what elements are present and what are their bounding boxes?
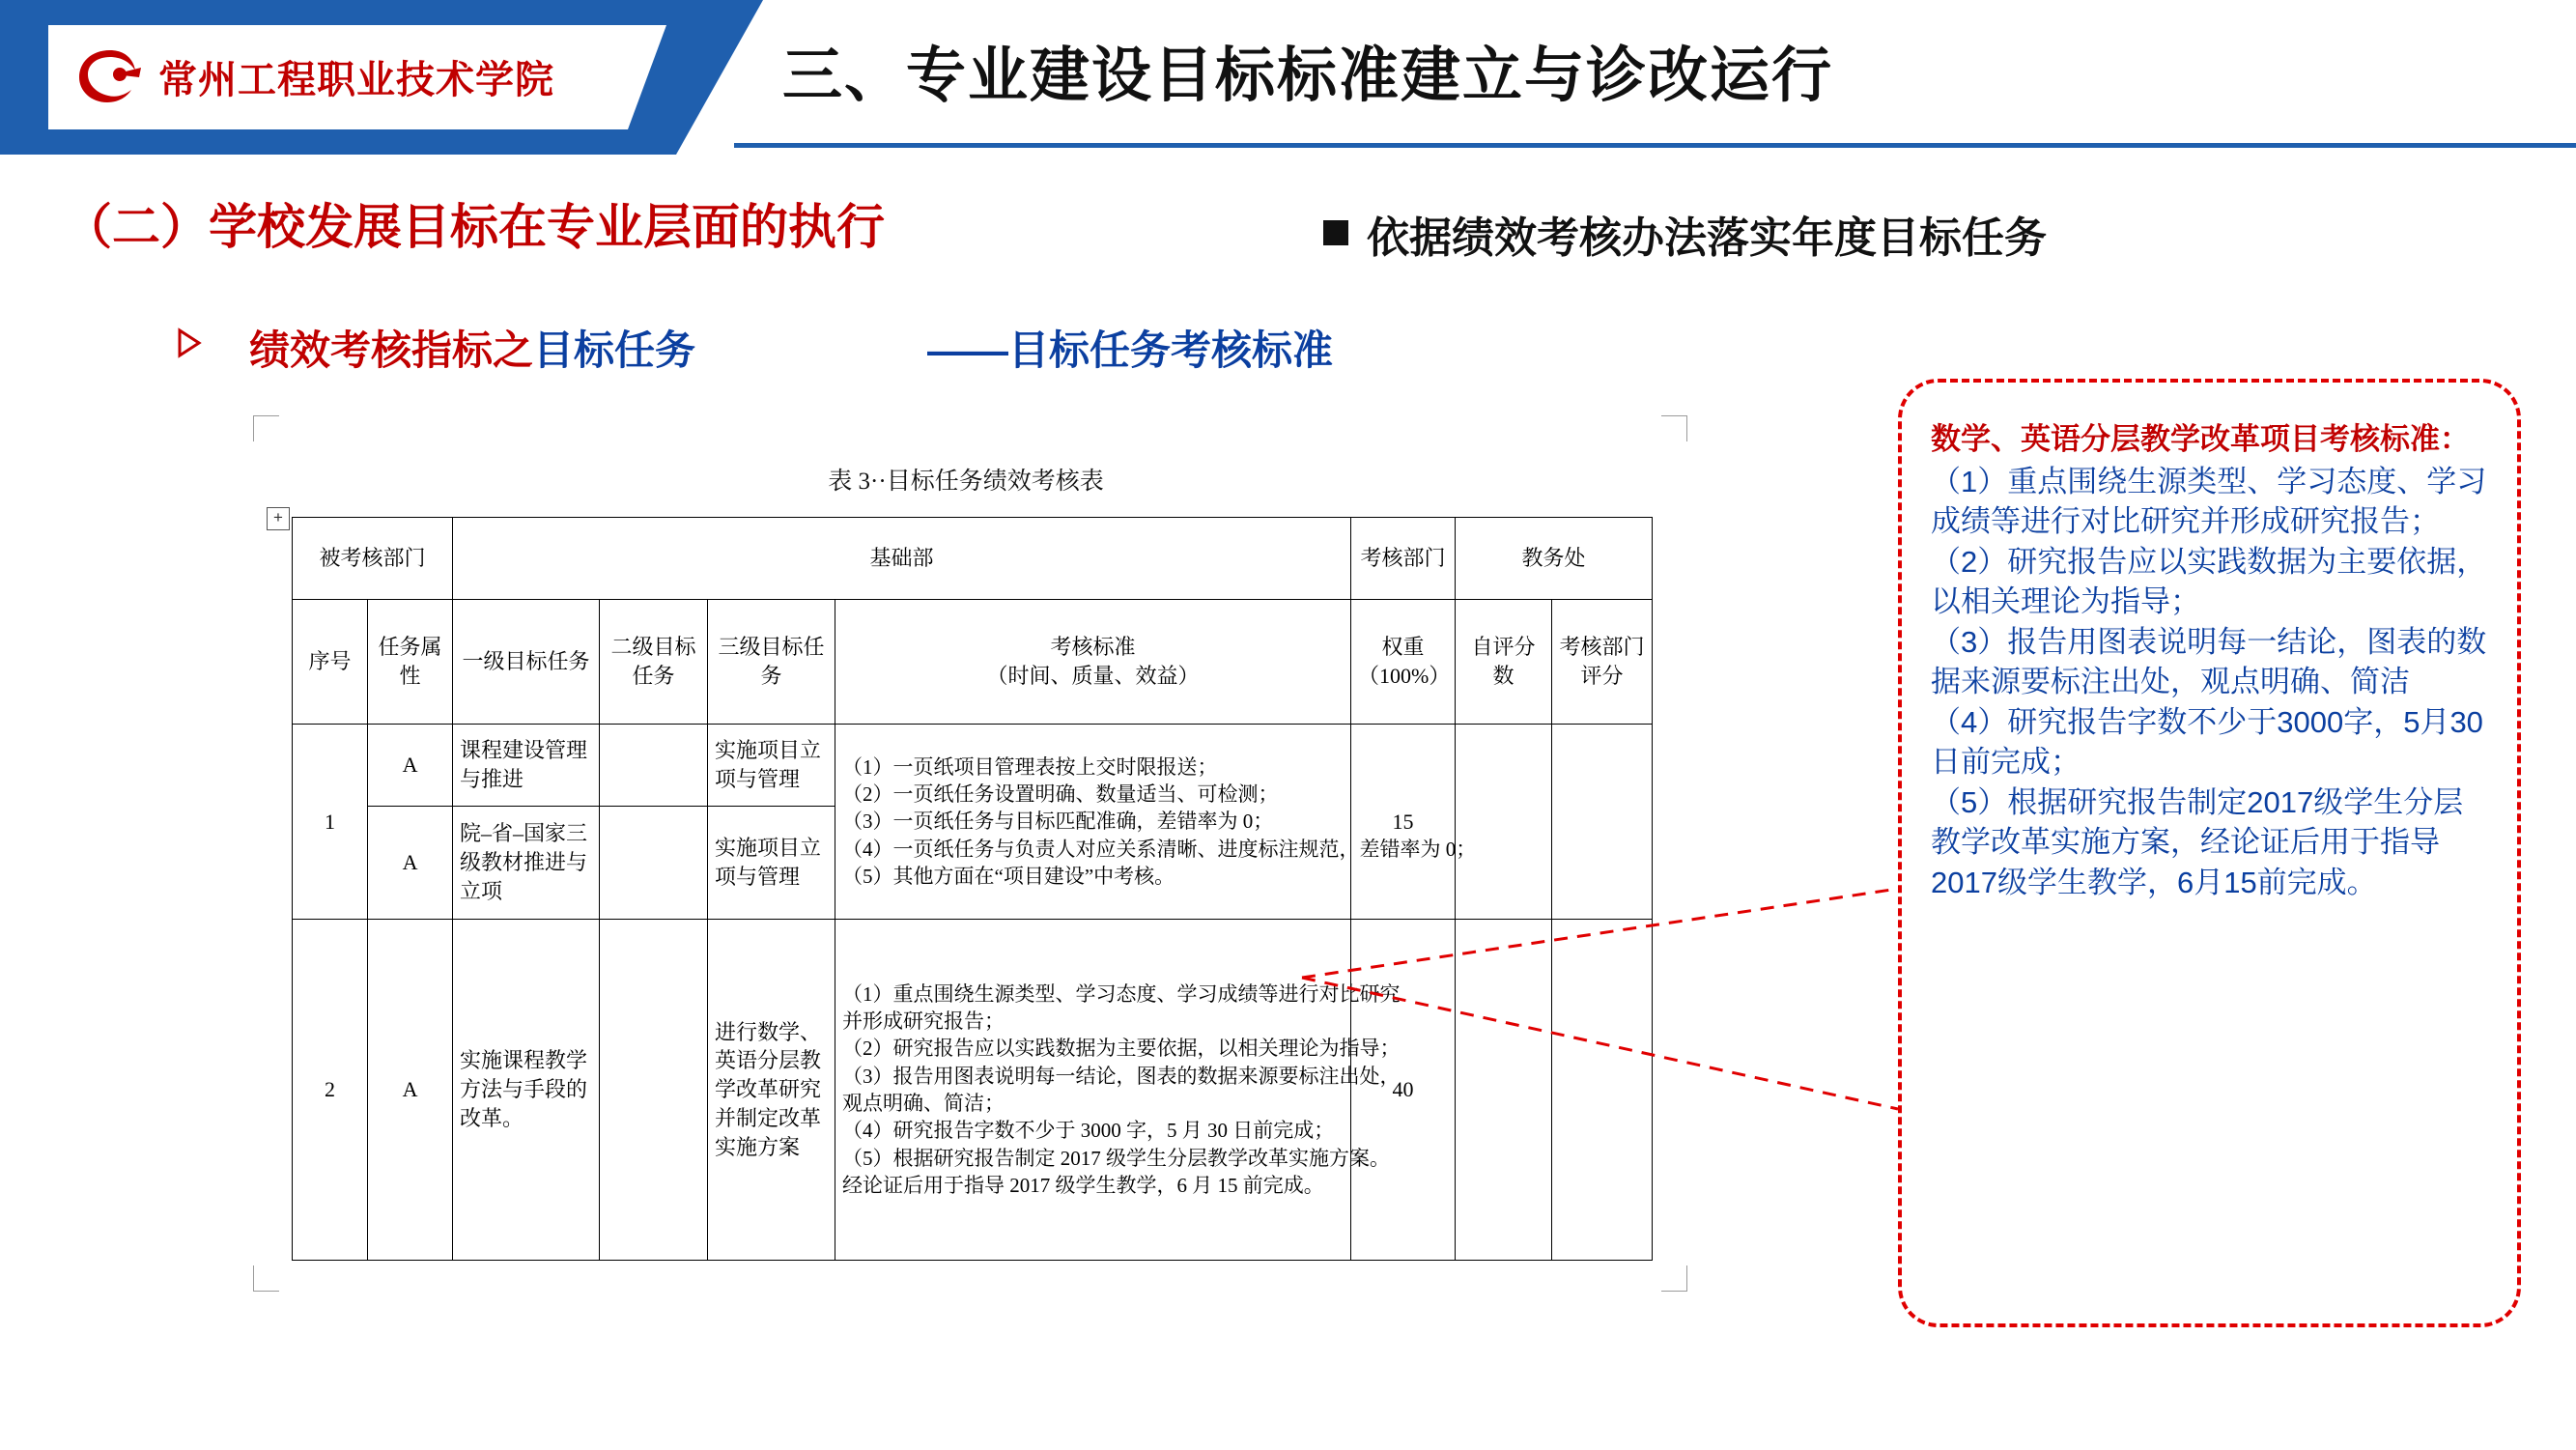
swirl-logo-icon (75, 44, 145, 108)
cell-criteria-block2 (835, 920, 1401, 1261)
cell-lvl3: 实施项目立项与管理 (708, 725, 835, 807)
criteria-header-main: 考核标准 (1050, 635, 1136, 660)
criteria-line: （4）一页纸任务与负责人对应关系清晰、进度标注规范，差错率为 0； (842, 837, 1477, 861)
callout-connector (1294, 869, 1951, 1150)
cell-dept-header: 被考核部门 (293, 518, 453, 600)
criteria-line: （5）其他方面在“项目建设”中考核。 (842, 865, 1175, 889)
slide-header (0, 0, 2576, 155)
criteria-line: （3）报告用图表说明每一结论，图表的数据来源要标注出处， (842, 1064, 1401, 1088)
section-heading: （二）学校发展目标在专业层面的执行 (64, 200, 885, 254)
criteria-line: 并形成研究报告； (842, 1009, 1005, 1033)
cell-attr: A (368, 807, 453, 920)
table-row (293, 725, 1653, 807)
document-preview (241, 406, 1787, 1323)
header-divider (734, 143, 2576, 148)
cell-office-header: 教务处 (1456, 518, 1653, 600)
cell-lvl3: 进行数学、英语分层教学改革研究并制定改革实施方案 (708, 920, 835, 1261)
cell-weight-header: 权重（100%） (1351, 600, 1456, 725)
cell-no: 2 (293, 920, 368, 1261)
square-bullet-icon (1323, 220, 1348, 245)
cell-no: 1 (293, 725, 368, 920)
cell-lvl1: 院–省–国家三级教材推进与立项 (453, 807, 600, 920)
cell-assess-dept-header: 考核部门 (1351, 518, 1456, 600)
table-caption: 表 3··目标任务绩效考核表 (828, 469, 1104, 495)
cell-self-header: 自评分数 (1456, 600, 1552, 725)
callout-item: （5）根据研究报告制定2017级学生分层教学改革实施方案，经论证后用于指导2017级学生教学，6月15前完成。 (1931, 784, 2464, 899)
page-title: 三、专业建设目标标准建立与诊改运行 (782, 43, 1834, 109)
callout-item: （4）研究报告字数不少于3000字，5月30日前完成； (1931, 704, 2483, 780)
callout-box (1898, 379, 2521, 1327)
row2-right-label: ——目标任务考核标准 (927, 327, 1334, 373)
cell-lvl2 (600, 725, 708, 807)
arrow-bullet-icon (176, 327, 205, 359)
crop-mark-top-right (1661, 415, 1687, 441)
cell-lvl1-header: 一级目标任务 (453, 600, 600, 725)
institution-logo (75, 44, 554, 108)
institution-name: 常州工程职业技术学院 (158, 57, 554, 101)
cell-no-header: 序号 (293, 600, 368, 725)
cell-weight: 40 (1351, 920, 1456, 1261)
cell-lvl1: 实施课程教学方法与手段的改革。 (453, 920, 600, 1261)
row2-prefix: 绩效考核指标之 (249, 327, 534, 373)
cell-attr: A (368, 725, 453, 807)
criteria-line: 经论证后用于指导 2017 级学生教学，6 月 15 前完成。 (842, 1174, 1324, 1198)
criteria-header-sub: （时间、质量、效益） (986, 664, 1200, 688)
table-row (293, 518, 1653, 600)
criteria-line: （1）一页纸项目管理表按上交时限报送； (842, 754, 1218, 779)
criteria-line: 观点明确、简洁； (842, 1092, 1005, 1115)
row2-left-label (249, 319, 695, 377)
criteria-line: （1）重点围绕生源类型、学习态度、学习成绩等进行对比研究 (842, 981, 1401, 1006)
cell-lvl3: 实施项目立项与管理 (708, 807, 835, 920)
cell-lvl2 (600, 807, 708, 920)
criteria-line: （2）研究报告应以实践数据为主要依据，以相关理论为指导； (842, 1037, 1401, 1061)
table-move-handle[interactable]: + (267, 507, 290, 530)
row2-emphasis: 目标任务 (533, 327, 696, 373)
cell-lvl3-header: 三级目标任务 (708, 600, 835, 725)
callout-item: （2）研究报告应以实践数据为主要依据，以相关理论为指导； (1931, 544, 2487, 619)
callout-title: 数学、英语分层教学改革项目考核标准： (1931, 422, 2470, 456)
criteria-line: （3）一页纸任务与目标匹配准确，差错率为 0； (842, 810, 1274, 834)
cell-weight: 15 (1351, 725, 1456, 920)
cell-attr: A (368, 920, 453, 1261)
section-subheading: 依据绩效考核办法落实年度目标任务 (1367, 214, 2047, 262)
crop-mark-top-left (253, 415, 279, 441)
crop-mark-bottom-right (1661, 1265, 1687, 1292)
cell-attr-header: 任务属性 (368, 600, 453, 725)
criteria-line: （4）研究报告字数不少于 3000 字，5 月 30 日前完成； (842, 1119, 1335, 1143)
callout-item: （1）重点围绕生源类型、学习态度、学习成绩等进行对比研究并形成研究报告； (1931, 464, 2487, 539)
criteria-line: （5）根据研究报告制定 2017 级学生分层教学改革实施方案。 (842, 1146, 1391, 1170)
cell-lvl2-header: 二级目标任务 (600, 600, 708, 725)
cell-lvl2 (600, 920, 708, 1261)
table-row (293, 600, 1653, 725)
cell-center-header: 基础部 (453, 518, 1351, 600)
callout-item: （3）报告用图表说明每一结论，图表的数据来源要标注出处，观点明确、简洁 (1931, 624, 2487, 699)
cell-lvl1: 课程建设管理与推进 (453, 725, 600, 807)
cell-criteria-header (835, 600, 1351, 725)
criteria-line: （2）一页纸任务设置明确、数量适当、可检测； (842, 782, 1279, 806)
crop-mark-bottom-left (253, 1265, 279, 1292)
cell-deptscore-header: 考核部门评分 (1552, 600, 1653, 725)
